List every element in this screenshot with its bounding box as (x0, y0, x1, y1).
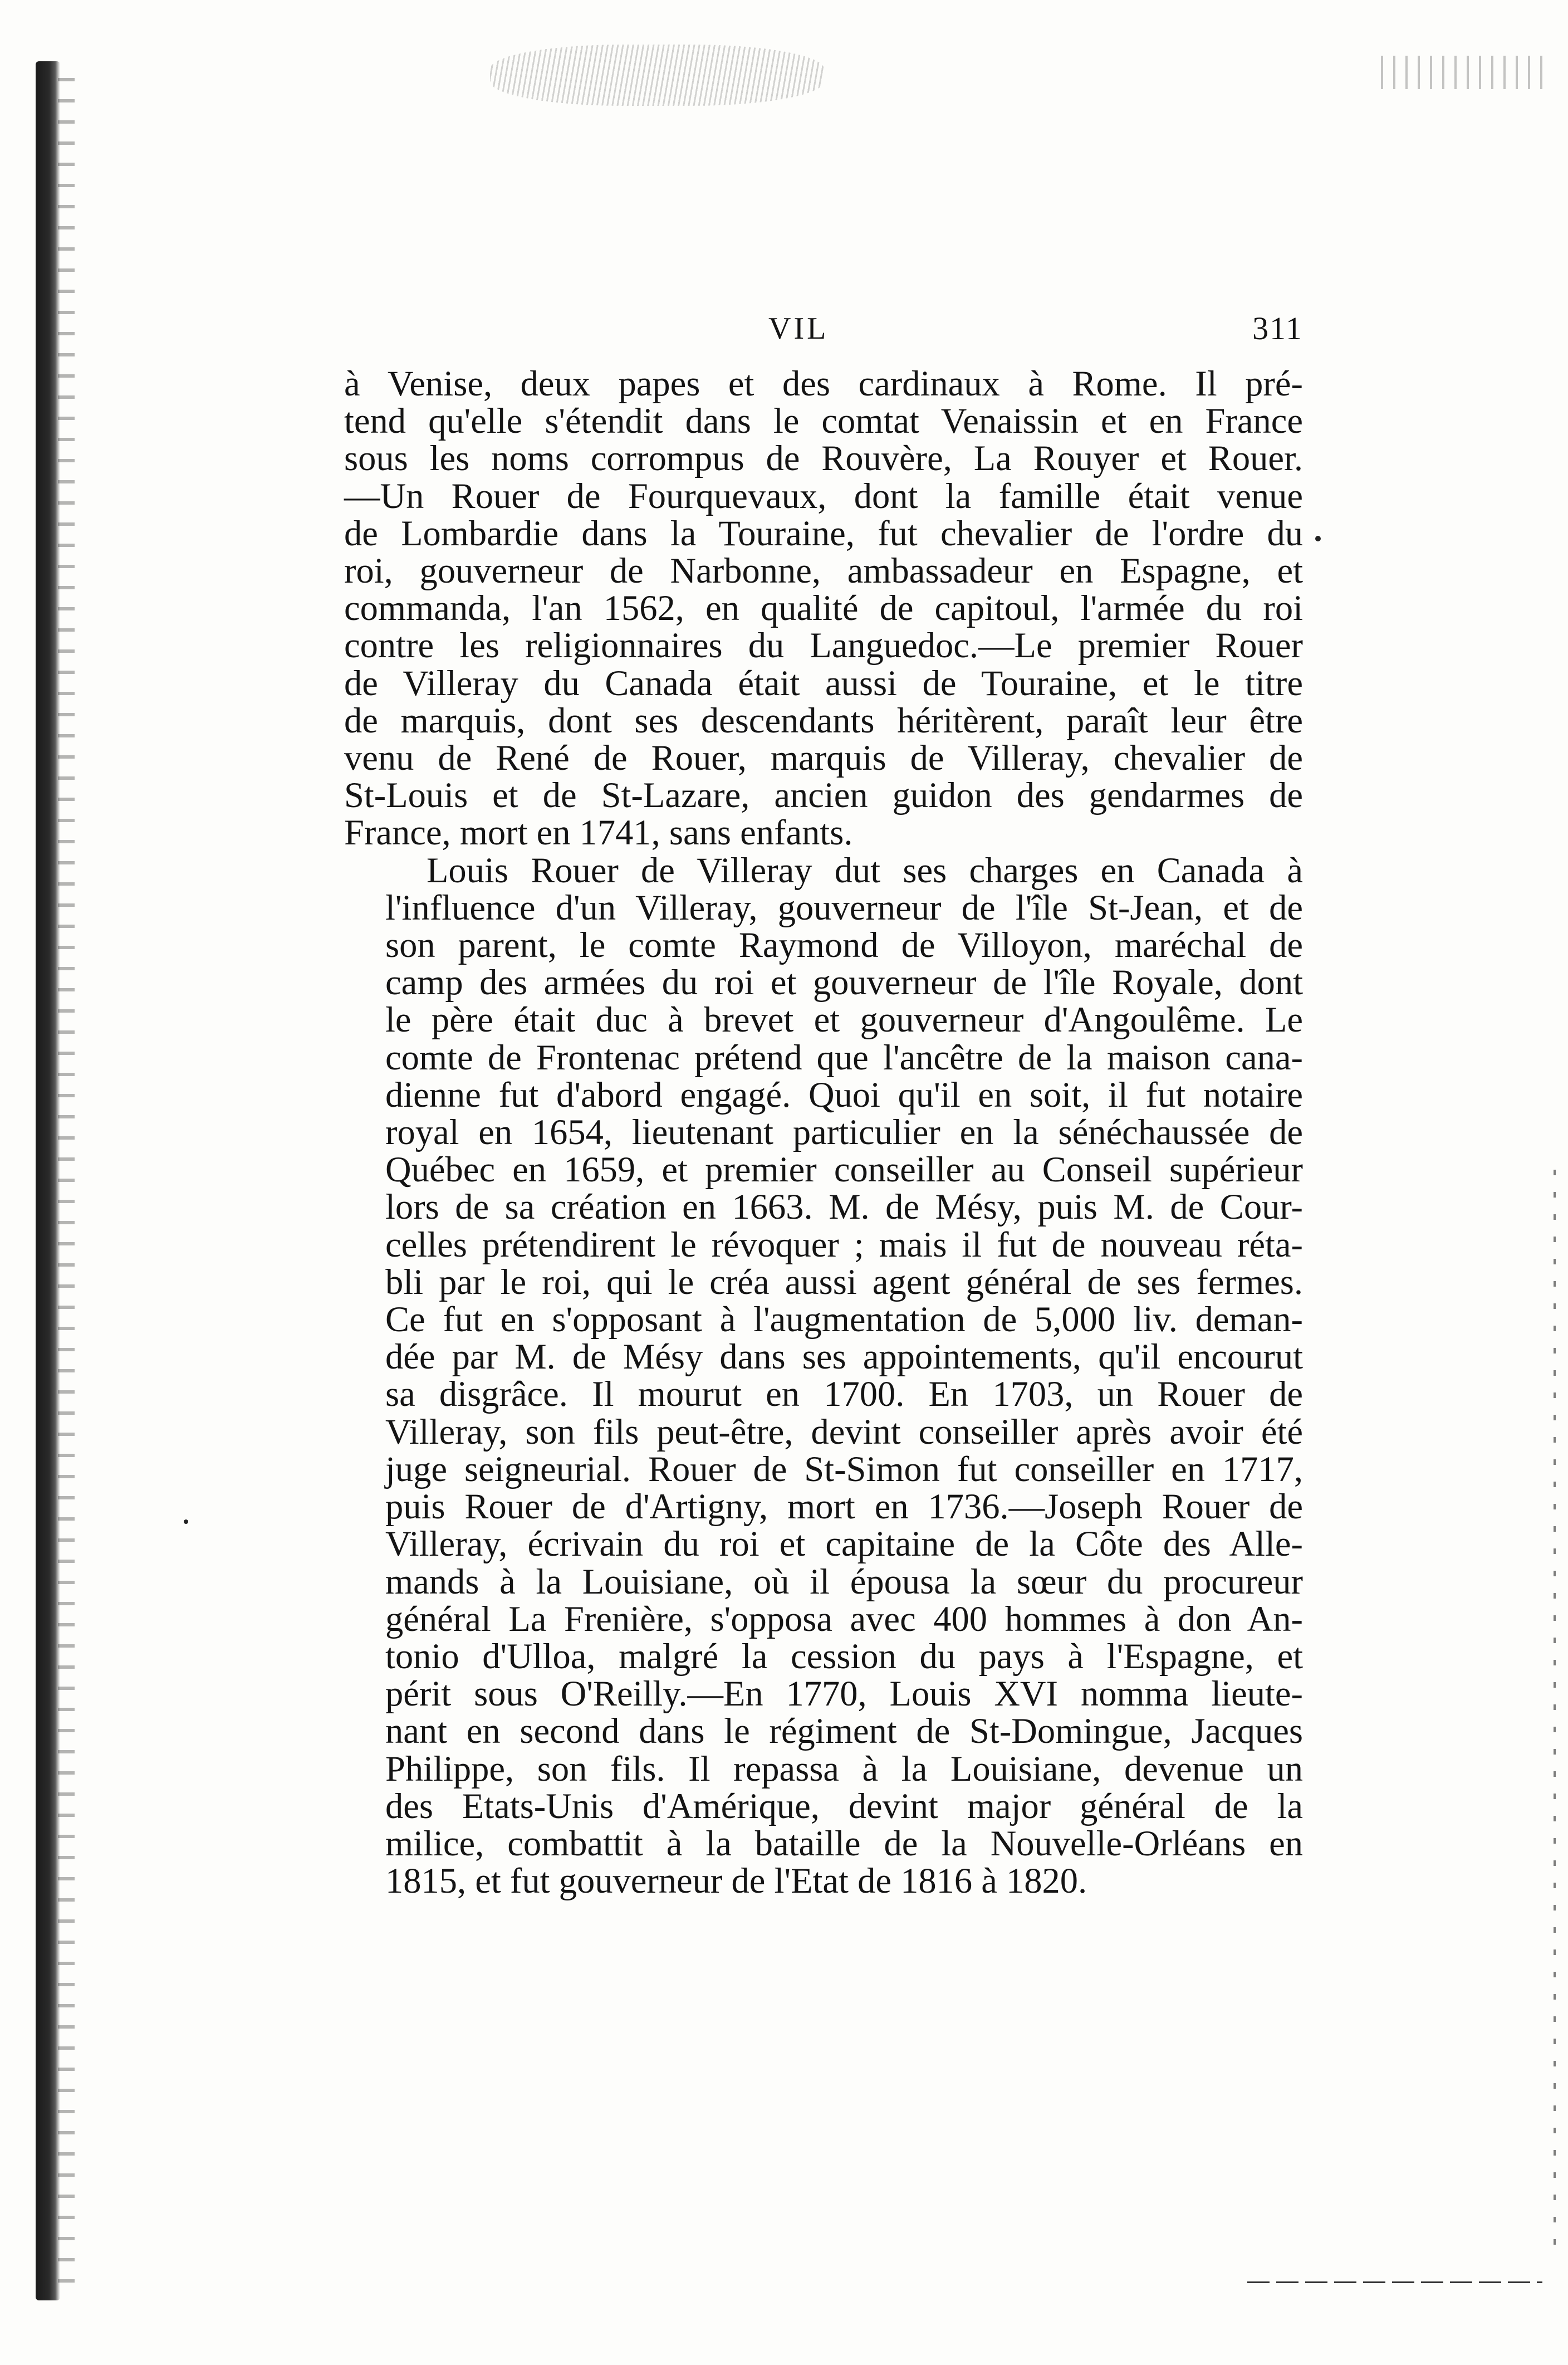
text-line: roi, gouverneur de Narbonne, ambassadeur en Espagne, et (344, 551, 1303, 591)
body-text (344, 365, 1303, 1899)
text-line: mands à la Louisiane, où il épousa la sœur du procureur (385, 1561, 1303, 1601)
text-line: dienne fut d'abord engagé. Quoi qu'il en soit, il fut notaire (385, 1074, 1303, 1115)
text-line: général La Frenière, s'opposa avec 400 hommes à don An- (385, 1599, 1303, 1639)
scan-smudge (490, 45, 824, 106)
text-line: Villeray, son fils peut-être, devint conseiller après avoir été (385, 1411, 1303, 1452)
text-line: Québec en 1659, et premier conseiller au Conseil supérieur (385, 1150, 1303, 1190)
page-number: 311 (1252, 310, 1303, 346)
text-line: de marquis, dont ses descendants héritèrent, paraît leur être (344, 700, 1303, 740)
binding-edge-shadow (58, 78, 75, 2284)
text-line: son parent, le comte Raymond de Villoyon, maréchal de (385, 925, 1303, 965)
text-line: commanda, l'an 1562, en qualité de capitoul, l'armée du roi (344, 588, 1303, 628)
text-line: de Lombardie dans la Touraine, fut chevalier de l'ordre du (344, 513, 1303, 553)
text-line: puis Rouer de d'Artigny, mort en 1736.—Joseph Rouer de (385, 1487, 1303, 1527)
text-line: sa disgrâce. Il mourut en 1700. En 1703, un Rouer de (385, 1374, 1303, 1414)
scan-noise (1381, 56, 1548, 89)
text-line: —Un Rouer de Fourquevaux, dont la famille était venue (344, 476, 1303, 516)
book-binding-edge (36, 61, 60, 2300)
text-line: camp des armées du roi et gouverneur de l'île Royale, dont (385, 962, 1303, 1003)
text-line: Ce fut en s'opposant à l'augmentation de 5,000 liv. deman- (385, 1299, 1303, 1340)
text-line: tonio d'Ulloa, malgré la cession du pays à l'Espagne, et (385, 1636, 1303, 1676)
text-line: dée par M. de Mésy dans ses appointements, qu'il encourut (385, 1337, 1303, 1377)
page-bottom-edge (1247, 2281, 1542, 2283)
text-line: nant en second dans le régiment de St-Domingue, Jacques (385, 1711, 1303, 1751)
text-line: sous les noms corrompus de Rouvère, La Rouyer et Rouer. (344, 438, 1303, 478)
text-line: lors de sa création en 1663. M. de Mésy, puis M. de Cour- (385, 1187, 1303, 1227)
text-line: juge seigneurial. Rouer de St-Simon fut conseiller en 1717, (385, 1449, 1303, 1489)
paragraph (344, 365, 1303, 852)
text-line: France, mort en 1741, sans enfants. (344, 813, 853, 853)
text-line: de Villeray du Canada était aussi de Touraine, et le titre (344, 663, 1303, 703)
paragraph (344, 852, 1303, 1900)
text-line: royal en 1654, lieutenant particulier en la sénéchaussée de (385, 1112, 1303, 1152)
text-line: Philippe, son fils. Il repassa à la Louisiane, devenue un (385, 1748, 1303, 1789)
text-line: contre les religionnaires du Languedoc.—Le premier Rouer (344, 626, 1303, 666)
text-line: tend qu'elle s'étendit dans le comtat Venaissin et en France (344, 401, 1303, 441)
text-line: bli par le roi, qui le créa aussi agent général de ses fermes. (385, 1262, 1303, 1302)
text-line: 1815, et fut gouverneur de l'Etat de 1816 à 1820. (385, 1861, 1087, 1901)
text-line: des Etats-Unis d'Amérique, devint major général de la (385, 1786, 1303, 1826)
text-line: périt sous O'Reilly.—En 1770, Louis XVI nomma lieute- (385, 1674, 1303, 1714)
text-line: Louis Rouer de Villeray dut ses charges en Canada à (427, 850, 1303, 890)
running-head (345, 304, 1303, 354)
stray-ink-mark (1315, 536, 1321, 541)
text-line: celles prétendirent le révoquer ; mais il fut de nouveau réta- (385, 1224, 1303, 1264)
running-title: VIL (768, 311, 829, 346)
text-line: à Venise, deux papes et des cardinaux à Rome. Il pré- (344, 364, 1303, 403)
text-line: Villeray, écrivain du roi et capitaine de la Côte des Alle- (385, 1524, 1303, 1564)
text-line: l'influence d'un Villeray, gouverneur de l'île St-Jean, et de (385, 887, 1303, 927)
text-line: le père était duc à brevet et gouverneur d'Angoulême. Le (385, 1000, 1303, 1040)
text-line: venu de René de Rouer, marquis de Villeray, chevalier de (344, 738, 1303, 778)
stray-ink-mark (184, 1519, 188, 1524)
text-line: comte de Frontenac prétend que l'ancêtre de la maison cana- (385, 1037, 1303, 1077)
text-line: St-Louis et de St-Lazare, ancien guidon des gendarmes de (344, 775, 1303, 815)
page-right-edge (1554, 1170, 1556, 2256)
text-line: milice, combattit à la bataille de la Nouvelle-Orléans en (385, 1823, 1303, 1863)
